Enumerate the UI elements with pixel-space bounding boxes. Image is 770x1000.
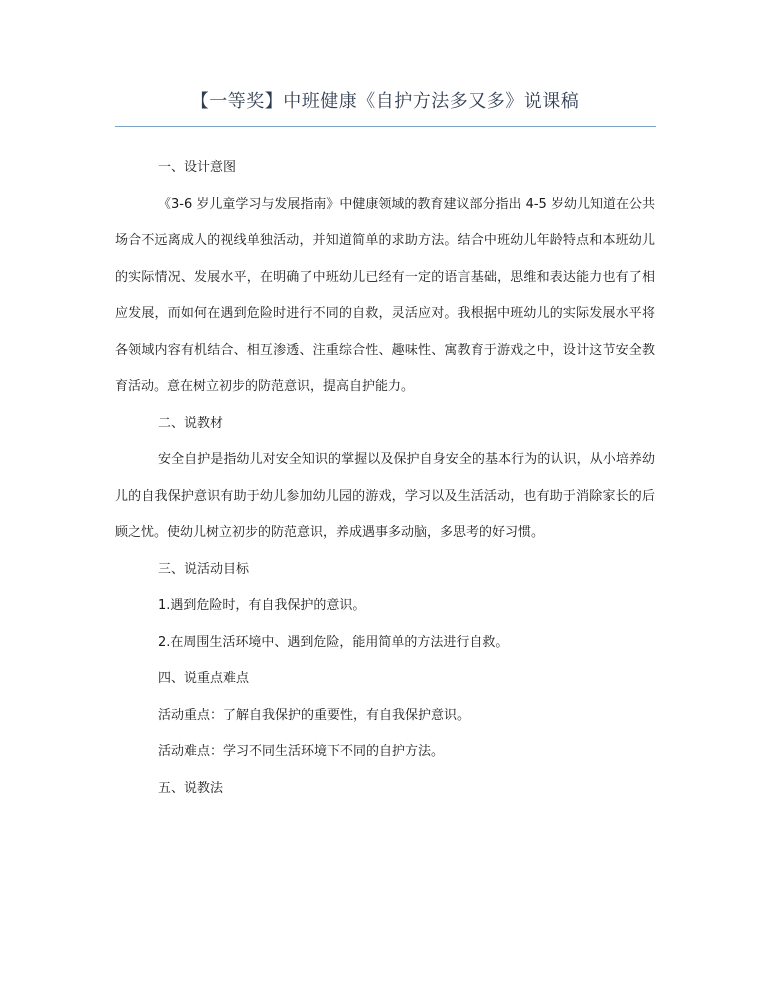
section-heading-teaching-method: 五、说教法 [158,780,224,796]
paragraph-teaching-material: 安全自护是指幼儿对安全知识的掌握以及保护自身安全的基本行为的认识，从小培养幼儿的自我保护意识有助于幼儿参加幼儿园的游戏，学习以及生活活动，也有助于消除家长的后顾之忧。使幼儿树立初步的防范意识，养成遇事多动脑，多思考的好习惯。 [115,452,655,540]
section-heading-teaching-material: 二、说教材 [158,415,224,431]
title-underline [115,126,656,127]
goal-item-2: 2.在周围生活环境中、遇到危险，能用简单的方法进行自救。 [158,634,509,650]
section-heading-key-points: 四、说重点难点 [158,671,250,686]
key-point-focus: 活动重点：了解自我保护的重要性，有自我保护意识。 [158,707,471,723]
section-heading-design-intent: 一、设计意图 [158,160,237,175]
key-point-difficulty: 活动难点：学习不同生活环境下不同的自护方法。 [158,744,445,759]
goal-item-1: 1.遇到危险时，有自我保护的意识。 [158,598,366,613]
section-heading-activity-goals: 三、说活动目标 [158,561,250,577]
paragraph-design-intent: 《3-6 岁儿童学习与发展指南》中健康领域的教育建议部分指出 4-5 岁幼儿知道在公共场合不远离成人的视线单独活动，并知道简单的求助方法。结合中班幼儿年龄特点和本班幼儿的实际情况、发展水平，在明确了中班幼儿已经有一定的语言基础，思维和表达能力也有了相应发展，而如何在遇到危险时进行不同的自救，灵活应对。我根据中班幼儿的实际发展水平将各领域内容有机结合、相互渗透、注重综合性、趣味性、寓教育于游戏之中，设计这节安全教育活动。意在树立初步的防范意识，提高自护能力。 [115,196,655,394]
document-body [115,150,655,807]
document-title: 【一等奖】中班健康《自护方法多又多》说课稿 [190,91,580,112]
